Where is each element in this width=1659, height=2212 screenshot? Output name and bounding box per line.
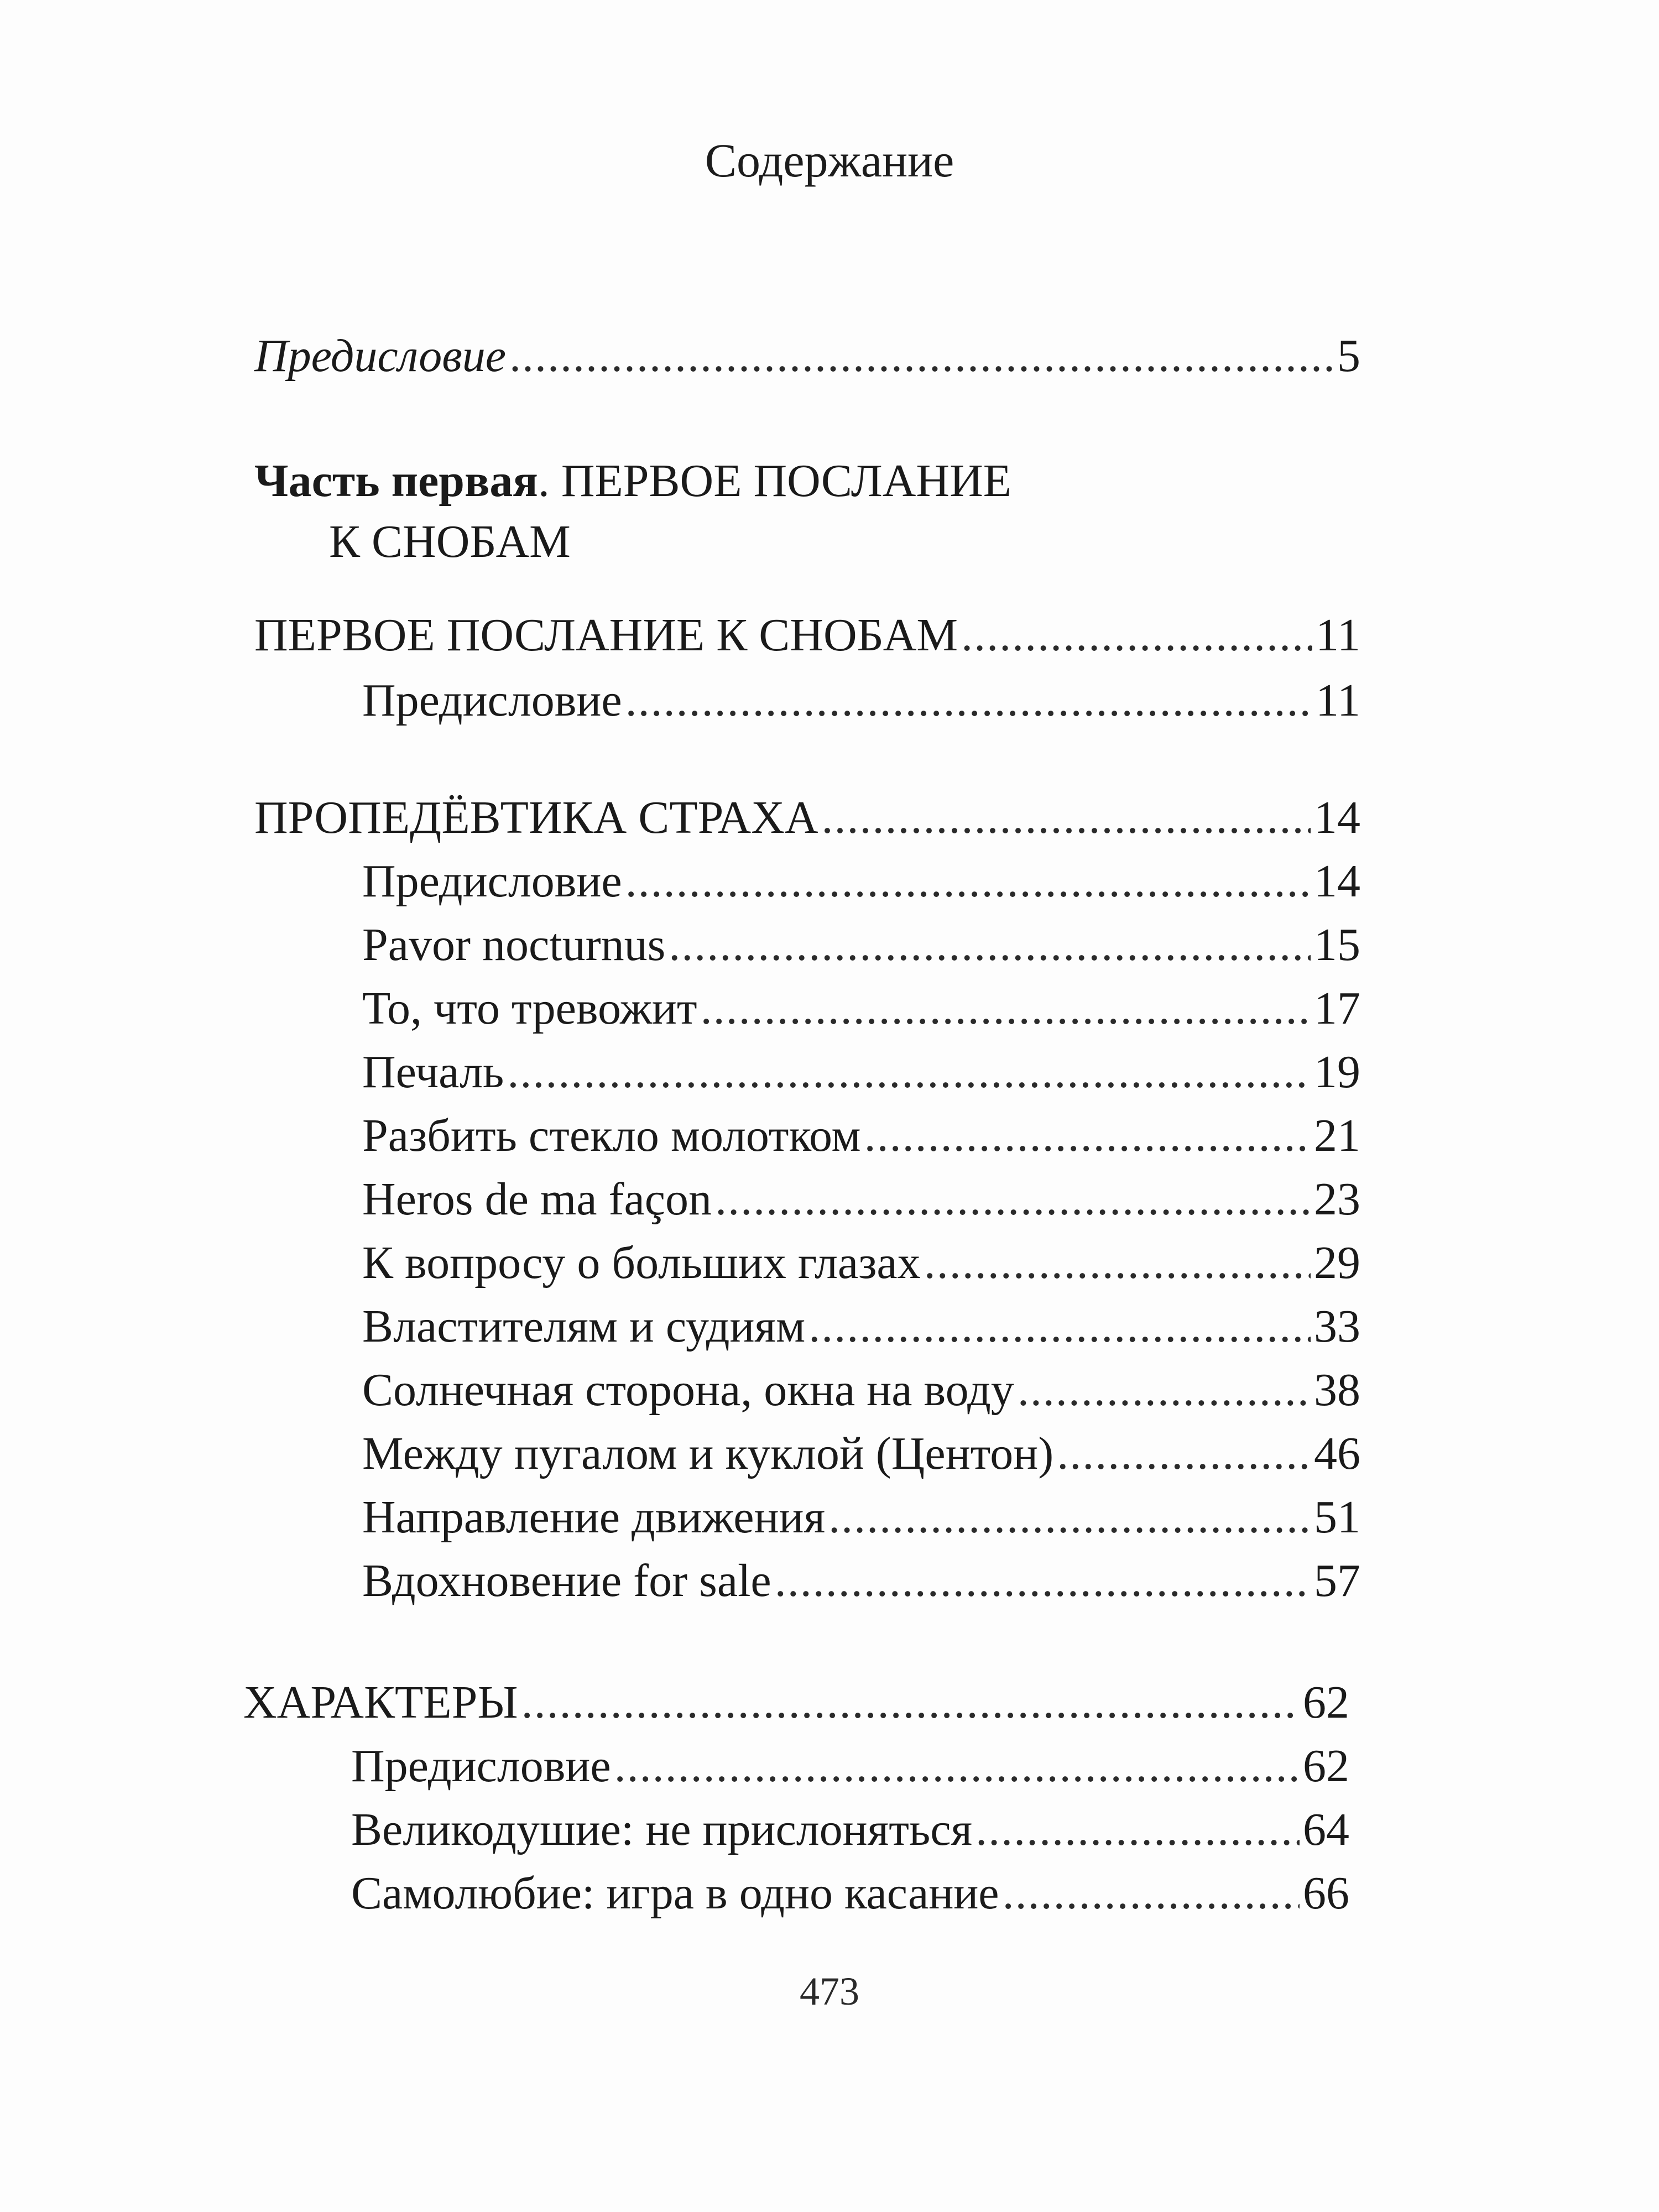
toc-entry-page: 15 [1314,919,1360,971]
toc-entry-page: 23 [1314,1173,1360,1225]
toc-leader-dots [924,1236,1311,1290]
toc-leader-dots [961,608,1312,662]
toc-leader-dots [625,674,1312,727]
toc-entry [362,1554,1360,1615]
toc-entry-label: То, что тревожит [362,983,697,1034]
toc-entry-label: Между пугалом и куклой (Центон) [362,1428,1054,1479]
toc-entry-page: 11 [1316,675,1360,726]
toc-entry [362,1109,1360,1170]
toc-entry-page: 5 [1337,330,1360,382]
toc-entry-label: Вдохновение for sale [362,1555,771,1606]
toc-entry-label: К вопросу о больших глазах [362,1237,921,1288]
toc-entry-page: 19 [1314,1046,1360,1098]
toc-leader-dots [1057,1427,1311,1480]
toc-entry-label: ПЕРВОЕ ПОСЛАНИЕ К СНОБАМ [254,609,958,661]
toc-entry-label: Предисловие [362,675,622,726]
toc-entry [254,791,1360,852]
toc-leader-dots [507,1045,1311,1099]
toc-leader-dots [828,1490,1311,1544]
toc-entry [362,1300,1360,1360]
toc-entry [362,674,1360,734]
toc-leader-dots [775,1554,1311,1608]
toc-entry [362,918,1360,979]
toc-entry [362,1172,1360,1233]
toc-entry [254,329,1360,390]
toc-entry-page: 62 [1303,1740,1349,1792]
toc-entry-label: Солнечная сторона, окна на воду [362,1364,1014,1416]
toc-entry-page: 17 [1314,983,1360,1034]
toc-entry-label: Разбить стекло молотком [362,1110,861,1161]
toc-leader-dots [1003,1866,1300,1920]
toc-entry [243,1676,1349,1736]
toc-leader-dots [521,1676,1300,1729]
toc-entry-page: 46 [1314,1428,1360,1479]
toc-entry-page: 33 [1314,1301,1360,1352]
toc-entry [351,1866,1349,1927]
part-title-line2: К СНОБАМ [329,516,571,567]
toc-entry-label: Печаль [362,1046,504,1098]
toc-entry-label: Heros de ma façon [362,1173,712,1225]
page-number: 473 [800,1969,859,2013]
toc-entry-label: Властителям и судиям [362,1301,806,1352]
toc-entry [362,1427,1360,1488]
toc-leader-dots [625,854,1311,908]
toc-leader-dots [808,1300,1311,1353]
toc-entry-page: 57 [1314,1555,1360,1606]
toc-leader-dots [701,982,1311,1035]
toc-leader-dots [715,1172,1311,1226]
toc-leader-dots [864,1109,1311,1162]
toc-entry [351,1803,1349,1864]
toc-entry [351,1739,1349,1800]
toc-entry-label: Pavor nocturnus [362,919,666,971]
toc-part-heading [254,451,1011,512]
toc-leader-dots [614,1739,1300,1793]
toc-entry-page: 21 [1314,1110,1360,1161]
toc-entry [362,982,1360,1042]
bleed-through-text [774,6,786,55]
toc-entry [362,1490,1360,1551]
toc-entry-label: Предисловие [362,855,622,907]
toc-part-heading-line2 [329,512,571,572]
toc-entry-label: Предисловие [351,1740,611,1792]
part-title: . ПЕРВОЕ ПОСЛАНИЕ [538,455,1012,507]
toc-entry-page: 64 [1303,1804,1349,1855]
part-label: Часть первая [254,455,538,507]
toc-leader-dots [975,1803,1300,1856]
toc-entry [362,1045,1360,1106]
toc-leader-dots [509,329,1334,383]
toc-entry-page: 11 [1316,609,1360,661]
toc-leader-dots [1018,1363,1311,1417]
toc-entry-label: ПРОПЕДЁВТИКА СТРАХА [254,792,818,843]
toc-entry [362,854,1360,915]
page-title: Содержание [705,134,954,187]
toc-entry-page: 66 [1303,1867,1349,1919]
toc-entry-label: Самолюбие: игра в одно касание [351,1867,999,1919]
toc-leader-dots [822,791,1311,844]
toc-entry [362,1363,1360,1424]
toc-entry-page: 62 [1303,1677,1349,1728]
toc-leader-dots [669,918,1311,972]
toc-entry-page: 29 [1314,1237,1360,1288]
toc-entry-label: ХАРАКТЕРЫ [243,1677,518,1728]
toc-entry-label: Направление движения [362,1491,826,1543]
toc-entry-page: 14 [1314,792,1360,843]
toc-entry-label: Великодушие: не прислоняться [351,1804,973,1855]
toc-entry-page: 14 [1314,855,1360,907]
toc-entry-page: 51 [1314,1491,1360,1543]
toc-entry-page: 38 [1314,1364,1360,1416]
toc-entry-label: Предисловие [254,330,507,382]
toc-entry [362,1236,1360,1297]
toc-entry [254,608,1360,669]
